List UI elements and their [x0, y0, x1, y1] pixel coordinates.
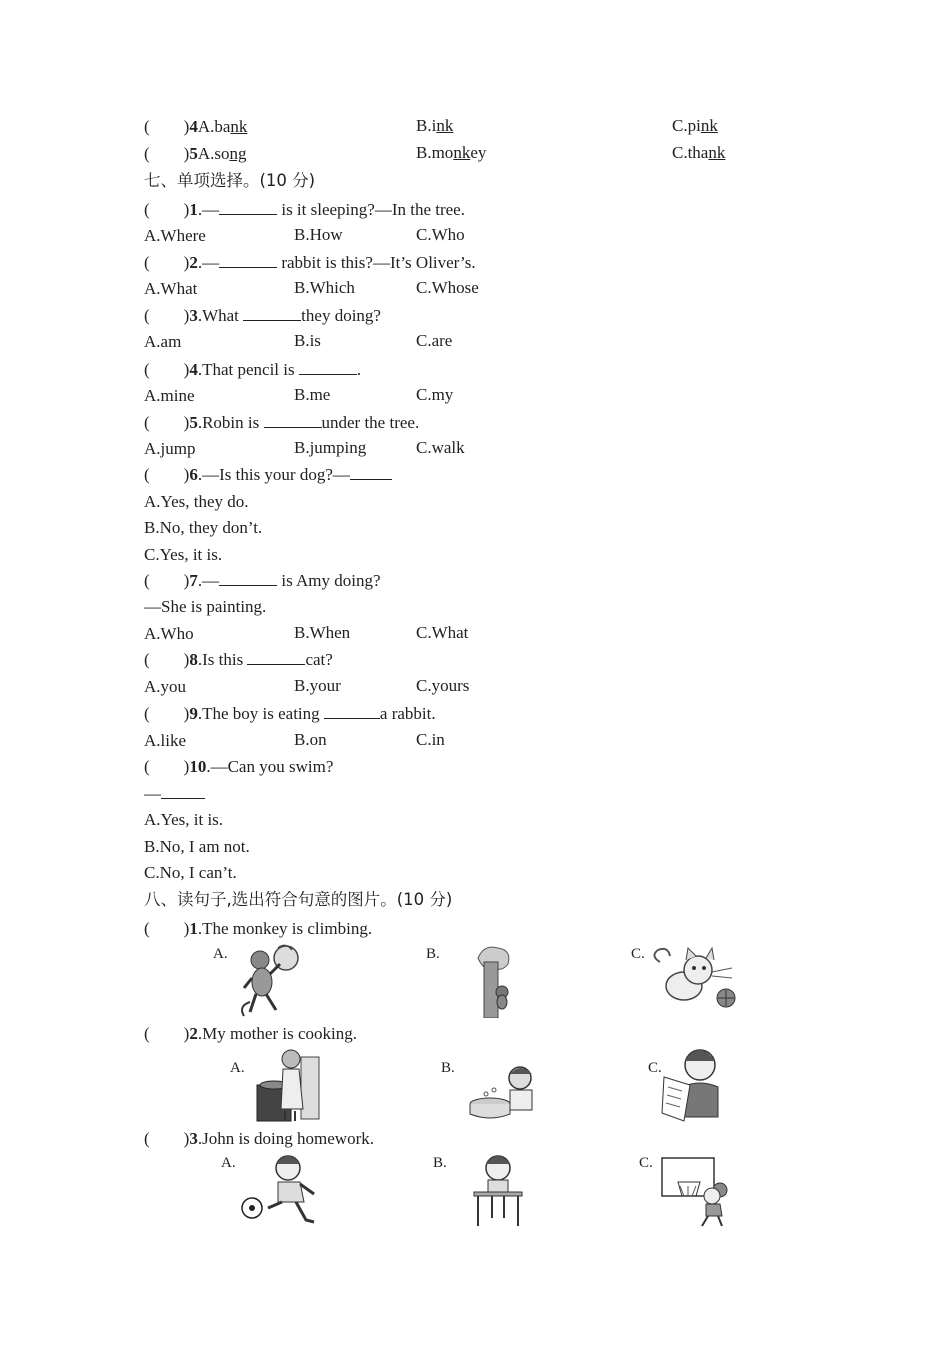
option-c: C.Whose [416, 278, 479, 297]
boy-doing-homework-picture[interactable] [470, 1152, 526, 1228]
option-a: A.Yes, they do. [144, 492, 249, 511]
option-c: C.Who [416, 225, 465, 244]
option-a: A.ba [197, 117, 231, 136]
option-b: B.ink [416, 116, 454, 135]
option-a: A.am [144, 332, 182, 351]
boy-reading-newspaper-picture[interactable] [660, 1047, 724, 1123]
question: ( )3.John is doing homework. [144, 1129, 374, 1148]
question-line-2: — [144, 783, 205, 805]
picture-label-a: A. [213, 946, 228, 962]
option-c: C.my [416, 385, 454, 404]
option-b: B.me [294, 385, 331, 404]
picture-label-a: A. [230, 1060, 245, 1076]
option-a: A.like [144, 731, 187, 750]
question: ( )1.The monkey is climbing. [144, 919, 373, 938]
picture-label-b: B. [433, 1155, 447, 1171]
fill-blank [243, 306, 301, 321]
option-c: C.walk [416, 438, 465, 457]
question: ( )5.Robin is under the tree. [144, 413, 420, 432]
option-b: B.When [294, 623, 351, 642]
option-b: B.monkey [416, 143, 487, 162]
section-title: 七、单项选择。(10 分) [144, 171, 316, 190]
option-b: B.your [294, 676, 341, 695]
option-c: C.thank [672, 143, 726, 162]
picture-label-c: C. [648, 1060, 662, 1076]
question: ( )2.My mother is cooking. [144, 1024, 357, 1043]
option-c: C.are [416, 331, 453, 350]
question: ( )10.—Can you swim? [144, 757, 334, 776]
option-c: C.in [416, 730, 445, 749]
option-a: A.Who [144, 624, 194, 643]
picture-label-a: A. [221, 1155, 236, 1171]
phonics-row [144, 116, 247, 138]
option-b: B.is [294, 331, 321, 350]
picture-label-c: C. [639, 1155, 653, 1171]
section-title: 八、读句子,选出符合句意的图片。(10 分) [144, 890, 453, 909]
mother-cooking-picture[interactable] [255, 1047, 323, 1123]
option-a: A.you [144, 677, 187, 696]
question: ( )7.— is Amy doing? [144, 571, 381, 590]
fill-blank [299, 360, 357, 375]
monkey-with-peach-picture[interactable] [238, 942, 308, 1018]
boy-playing-basketball-picture[interactable] [660, 1156, 736, 1228]
option-c: C.What [416, 623, 469, 642]
question: ( )2.— rabbit is this?—It’s Oliver’s. [144, 253, 476, 272]
option-a: A.mine [144, 386, 195, 405]
fill-blank [324, 704, 380, 719]
boy-washing-picture[interactable] [468, 1064, 544, 1122]
option-a: A.Where [144, 226, 206, 245]
fill-blank [264, 413, 322, 428]
fill-blank [161, 784, 205, 799]
question: ( )1.— is it sleeping?—In the tree. [144, 200, 465, 219]
question: ( )4.That pencil is . [144, 360, 362, 379]
phonics-row: ( )5A.song [144, 144, 247, 163]
question: ( )3.What they doing? [144, 306, 381, 325]
option-b: B.No, they don’t. [144, 518, 263, 537]
question: ( )9.The boy is eating a rabbit. [144, 704, 436, 723]
question-line-2: —She is painting. [144, 597, 267, 616]
picture-label-b: B. [426, 946, 440, 962]
question: ( )8.Is this cat? [144, 650, 333, 669]
option-c: C.No, I can’t. [144, 863, 237, 882]
boy-playing-football-picture[interactable] [238, 1152, 322, 1228]
option-c: C.Yes, it is. [144, 545, 223, 564]
monkey-climbing-tree-picture[interactable] [470, 942, 514, 1018]
picture-label-c: C. [631, 946, 645, 962]
paren-open: ( [144, 117, 150, 136]
option-b: B.Which [294, 278, 355, 297]
question: ( )6.—Is this your dog?— [144, 464, 392, 486]
option-b: B.No, I am not. [144, 837, 250, 856]
question-number: 4 [189, 117, 198, 136]
option-b: B.How [294, 225, 343, 244]
fill-blank [247, 650, 305, 665]
option-a: A.What [144, 279, 198, 298]
fill-blank [219, 253, 277, 268]
option-b: B.on [294, 730, 327, 749]
option-a: A.jump [144, 439, 196, 458]
option-b: B.jumping [294, 438, 367, 457]
picture-label-b: B. [441, 1060, 455, 1076]
option-c: C.yours [416, 676, 470, 695]
fill-blank [219, 200, 277, 215]
paren-close: ) [183, 117, 190, 136]
option-c: C.pink [672, 116, 718, 135]
fill-blank [219, 571, 277, 586]
underlined-letters: nk [230, 117, 248, 136]
cat-with-ball-picture[interactable] [650, 944, 740, 1014]
option-a: A.Yes, it is. [144, 810, 224, 829]
fill-blank [350, 465, 392, 480]
